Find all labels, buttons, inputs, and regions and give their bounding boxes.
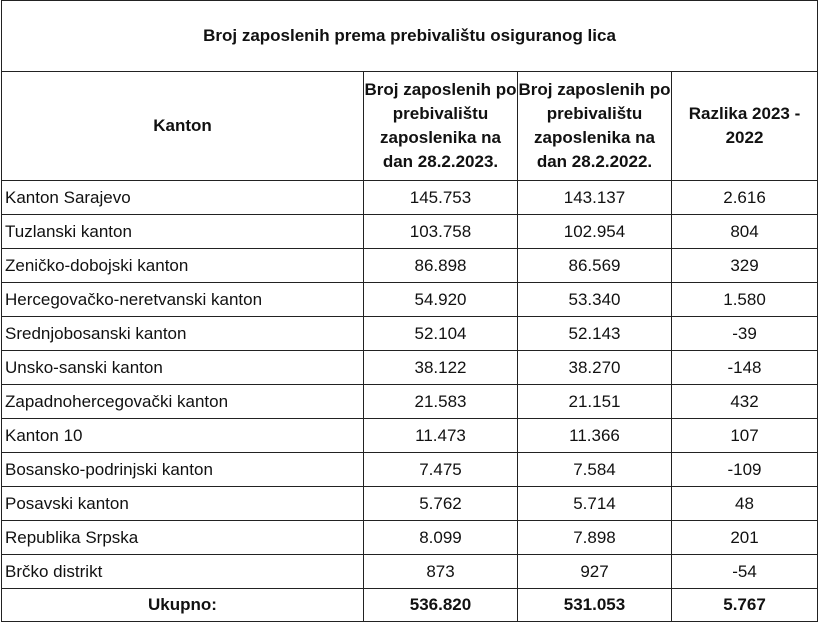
difference-cell: 432 [672,385,818,419]
total-2022: 531.053 [518,589,672,622]
table-row [2,453,818,487]
table-row [2,487,818,521]
value-2023-cell: 5.762 [364,487,518,521]
table-row [2,351,818,385]
difference-cell: 329 [672,249,818,283]
total-difference: 5.767 [672,589,818,622]
table-row [2,317,818,351]
table-row [2,419,818,453]
difference-cell: 107 [672,419,818,453]
difference-cell: 804 [672,215,818,249]
header-difference: Razlika 2023 - 2022 [672,72,818,181]
canton-name-cell: Unsko-sanski kanton [2,351,364,385]
value-2022-cell: 11.366 [518,419,672,453]
table-row [2,283,818,317]
value-2022-cell: 927 [518,555,672,589]
difference-cell: 1.580 [672,283,818,317]
canton-name-cell: Hercegovačko-neretvanski kanton [2,283,364,317]
employment-table [1,0,818,622]
table-row [2,215,818,249]
value-2022-cell: 7.584 [518,453,672,487]
value-2023-cell: 7.475 [364,453,518,487]
total-2023: 536.820 [364,589,518,622]
difference-cell: -54 [672,555,818,589]
value-2023-cell: 86.898 [364,249,518,283]
canton-name-cell: Posavski kanton [2,487,364,521]
value-2023-cell: 38.122 [364,351,518,385]
canton-name-cell: Brčko distrikt [2,555,364,589]
table-title: Broj zaposlenih prema prebivalištu osiguranog lica [2,1,818,72]
value-2022-cell: 5.714 [518,487,672,521]
header-2023: Broj zaposlenih po prebivalištu zaposlenika na dan 28.2.2023. [364,72,518,181]
canton-name-cell: Zapadnohercegovački kanton [2,385,364,419]
difference-cell: 201 [672,521,818,555]
value-2023-cell: 8.099 [364,521,518,555]
canton-name-cell: Srednjobosanski kanton [2,317,364,351]
difference-cell: -39 [672,317,818,351]
value-2023-cell: 103.758 [364,215,518,249]
total-row [2,589,818,622]
value-2022-cell: 52.143 [518,317,672,351]
value-2022-cell: 143.137 [518,181,672,215]
table-row [2,521,818,555]
difference-cell: 48 [672,487,818,521]
value-2023-cell: 21.583 [364,385,518,419]
difference-cell: 2.616 [672,181,818,215]
value-2023-cell: 52.104 [364,317,518,351]
value-2023-cell: 54.920 [364,283,518,317]
canton-name-cell: Tuzlanski kanton [2,215,364,249]
table-row [2,555,818,589]
value-2022-cell: 38.270 [518,351,672,385]
canton-name-cell: Bosansko-podrinjski kanton [2,453,364,487]
total-label: Ukupno: [2,589,364,622]
value-2022-cell: 53.340 [518,283,672,317]
value-2022-cell: 86.569 [518,249,672,283]
difference-cell: -148 [672,351,818,385]
canton-name-cell: Kanton Sarajevo [2,181,364,215]
header-kanton: Kanton [2,72,364,181]
table-row [2,181,818,215]
value-2022-cell: 7.898 [518,521,672,555]
canton-name-cell: Zeničko-dobojski kanton [2,249,364,283]
table-row [2,385,818,419]
difference-cell: -109 [672,453,818,487]
value-2023-cell: 873 [364,555,518,589]
value-2022-cell: 102.954 [518,215,672,249]
header-2022: Broj zaposlenih po prebivalištu zaposlenika na dan 28.2.2022. [518,72,672,181]
value-2022-cell: 21.151 [518,385,672,419]
canton-name-cell: Republika Srpska [2,521,364,555]
canton-name-cell: Kanton 10 [2,419,364,453]
value-2023-cell: 145.753 [364,181,518,215]
table-row [2,249,818,283]
value-2023-cell: 11.473 [364,419,518,453]
